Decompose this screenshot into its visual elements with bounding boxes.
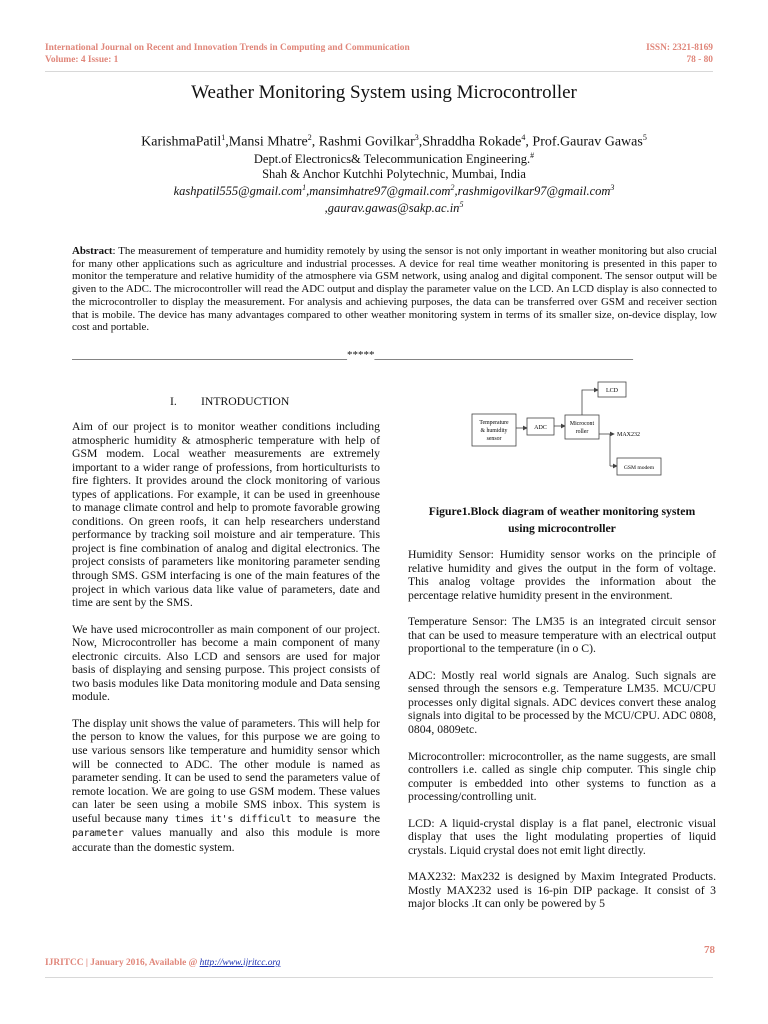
block-diagram xyxy=(470,378,670,480)
author-sup: 2 xyxy=(307,133,312,142)
email-sup: 2 xyxy=(450,183,455,192)
department xyxy=(0,151,768,167)
journal-link[interactable]: http://www.ijritcc.org xyxy=(199,958,281,968)
sensor-label: sensor xyxy=(486,436,502,442)
author-name: Prof.Gaurav Gawas xyxy=(532,134,643,150)
department-sup: # xyxy=(530,151,535,160)
email: gaurav.gawas@sakp.ac.in xyxy=(327,201,460,216)
gsm-label: GSM modem xyxy=(623,465,655,471)
page-range: 78 - 80 xyxy=(686,54,713,65)
email-sup: 3 xyxy=(610,183,615,192)
paragraph-mono-text: many times it's difficult to measure the parameter xyxy=(72,813,381,840)
microcontroller-block xyxy=(565,415,599,439)
paragraph xyxy=(72,717,380,854)
footer-text: IJRITCC | January 2016, Available @ xyxy=(45,958,200,968)
abstract xyxy=(72,245,717,334)
author-name: Shraddha Rokade xyxy=(422,134,522,150)
right-column xyxy=(408,548,716,924)
paragraph: MAX232: Max232 is designed by Maxim Integrated Products. Mostly MAX232 used is 16-pin DIP package. It consist of 3 major blocks .It can only be powered by 5 xyxy=(408,870,716,911)
author-name: Mansi Mhatre xyxy=(228,134,308,150)
caption-line: using microcontroller xyxy=(508,522,616,535)
email-line-2: $,gaurav.gawas@sakp.ac.in^5$ xyxy=(324,200,464,216)
author-sup: 3 xyxy=(414,133,419,142)
sensor-label: Temperature xyxy=(479,420,509,426)
figure-caption xyxy=(408,503,716,537)
header-rule xyxy=(45,71,713,72)
separator: __________________________________________________*****_______________________________________________ xyxy=(72,349,633,361)
paragraph: ADC: Mostly real world signals are Analog. Such signals are sensed through the sensors e.g. Temperature LM35. MCU/CPU processes only digital signals. ADC devices convert these analog signals into digital to be processed by the MCU/CPU. ADC 0808, 0804, 0809etc. xyxy=(408,668,716,737)
journal-header xyxy=(45,43,410,66)
paragraph-text: values manually and also this module is more accurate than the domestic system. xyxy=(72,826,380,854)
section-number: I. xyxy=(170,395,177,408)
left-column xyxy=(72,420,380,867)
paper-title: Weather Monitoring System using Microcontroller xyxy=(191,82,577,103)
email: kashpatil555@gmail.com xyxy=(173,184,303,199)
footer-rule xyxy=(45,977,713,978)
author-sup: 5 xyxy=(642,133,647,142)
journal-name: International Journal on Recent and Innovation Trends in Computing and Communication xyxy=(45,43,410,53)
footer xyxy=(45,958,280,968)
institution: Shah & Anchor Kutchhi Polytechnic, Mumbai, India xyxy=(262,167,526,181)
max232-label: MAX232 xyxy=(617,432,641,438)
adc-label: ADC xyxy=(534,425,547,431)
email: rashmigovilkar97@gmail.com xyxy=(457,184,611,199)
section-title: INTRODUCTION xyxy=(201,395,290,408)
sensor-label: & humidity xyxy=(480,428,508,434)
paragraph: We have used microcontroller as main component of our project. Now, Microcontroller has become a main component of many electronic circuits. Also LCD and sensors are used for major basis of displaying and sensing purpose. This project consists of two basis modules like Data monitoring module and Data sensing module. xyxy=(72,622,380,704)
issn: ISSN: 2321-8169 xyxy=(646,43,713,53)
paragraph-text: The display unit shows the value of parameters. This will help for the person to know the values, for this purpose we are going to use various sensors like temperature and humidity sensor which will be connected to ADC. The other module is named as parameter sending. It can be used to send the parameters value of remote location. We are going to use GSM modem. These values can later be seen using a mobile SMS inbox. This system is useful because xyxy=(72,716,380,825)
page-number: 78 xyxy=(704,944,715,956)
microcontroller-label: roller xyxy=(575,429,589,435)
abstract-text: : The measurement of temperature and humidity remotely by using the sensor is not only important in weather monitoring but also crucial for many other applications such as agriculture and industrial processes. A device for real time weather monitoring is presented in this paper to monitor the temperature and relative humidity of the atmosphere via GSM network, using analog and digital component. The sensor output will be given to the ADC. The microcontroller will read the ADC output and display the parameter value on the LCD. An LCD display is also connected to the microcontroller to display the measurement. For analysis and achieving purposes, the data can be transferred over GSM and receiver section that is mobile. The device has many advantages compared to other weather monitoring system in terms of its smaller size, on-device display, low cost and portable. xyxy=(72,245,717,334)
arrow xyxy=(582,390,598,415)
email-sup: 5 xyxy=(459,200,464,209)
author-name: Rashmi Govilkar xyxy=(318,134,415,150)
lcd-label: LCD xyxy=(606,388,618,394)
abstract-label: Abstract xyxy=(72,245,113,257)
paragraph: Aim of our project is to monitor weather conditions including atmospheric humidity & atmospheric temperature with help of GSM modem. Local weather measurements are extremely important to a wider range of professions, from horticulturists to fire fighters. It provides around the clock monitoring of various types of applications. For example, it can be used in greenhouse to manage climate control and help to promote favorable growing conditions. On green roofs, it can help researchers understand performance by tracking soil moisture and air temperature. This project is fine combination of analog and digital electronics. The project consists of parameters like monitoring parameter sending through SMS. GSM interfacing is one of the main features of the project in which various data like value of parameters, date and time are sent by the SMS. xyxy=(72,420,380,610)
paragraph: LCD: A liquid-crystal display is a flat panel, electronic visual display that uses the light modulating properties of liquid crystals. Liquid crystal does not emit light directly. xyxy=(408,816,716,857)
email-sup: 1 xyxy=(302,183,307,192)
paragraph: Microcontroller: microcontroller, as the name suggests, are small controllers i.e. called as single chip computer. This single chip computer is embedded into other systems to function as a processing/controlling unit. xyxy=(408,749,716,804)
author-sup: 1 xyxy=(221,133,226,142)
author-list: KarishmaPatil$^1$,Mansi Mhatre$^2$, Rashmi Govilkar$^3$,Shraddha Rokade$^4$, Prof.Gaurav Gawas$^5$ xyxy=(141,133,647,150)
email-line-1: kashpatil555@gmail.com$^1$,mansimhatre97@gmail.com$^2$,rashmigovilkar97@gmail.com$^3$ xyxy=(173,183,615,199)
email: mansimhatre97@gmail.com xyxy=(309,184,451,199)
paragraph: Temperature Sensor: The LM35 is an integrated circuit sensor that can be used to measure temperature with an electrical output proportional to the temperature (in o C). xyxy=(408,615,716,656)
microcontroller-label: Microcont xyxy=(569,421,595,427)
journal-volume: Volume: 4 Issue: 1 xyxy=(45,54,119,65)
department-text: Dept.of Electronics& Telecommunication Engineering. xyxy=(253,152,531,167)
author-name: KarishmaPatil xyxy=(141,134,222,150)
caption-line: Figure1.Block diagram of weather monitoring system xyxy=(428,505,696,518)
issn-header xyxy=(646,43,713,66)
author-sup: 4 xyxy=(521,133,526,142)
paragraph: Humidity Sensor: Humidity sensor works on the principle of relative humidity and gives the output in the form of voltage. This analog voltage provides the information about the percentage relative humidity present in the environment. xyxy=(408,548,716,602)
